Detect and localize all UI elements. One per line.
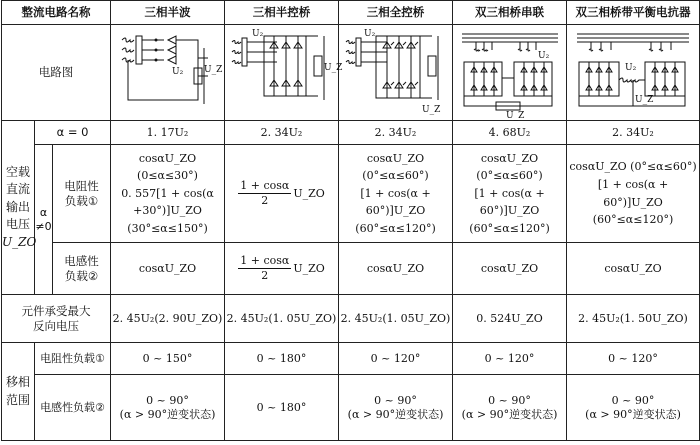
svg-text:U₂: U₂ [363, 28, 375, 39]
inductive-voltage-dual-series: cosαU_ZO [453, 243, 567, 295]
alpha-nonzero-resistive-row [2, 145, 700, 243]
phase-shift-resistive-value: 0 ~ 180° [225, 343, 339, 375]
alpha-zero-value: 2. 34U₂ [567, 121, 700, 145]
svg-text:U₂: U₂ [537, 50, 549, 61]
phase-shift-resistive-value: 0 ~ 120° [567, 343, 700, 375]
circuit-row-label: 电路图 [2, 25, 111, 121]
inductive-load-label: 电感性 负载② [53, 243, 111, 295]
resistive-voltage-half-wave: cosαU_ZO (0≤α≤30°) 0. 557[1 + cos(α +30°)]U_ZO (30°≤α≤150°) [111, 145, 225, 243]
svg-text:U_Z: U_Z [421, 104, 440, 115]
rectifier-comparison-table [1, 0, 700, 441]
phase-shift-resistive-row [2, 343, 700, 375]
col-header-1: 三相半波 [111, 1, 225, 25]
reverse-voltage-label: 元件承受最大 反向电压 [2, 295, 111, 343]
col-header-4: 双三相桥串联 [453, 1, 567, 25]
alpha-zero-label: α = 0 [35, 121, 111, 145]
alpha-zero-value: 2. 34U₂ [225, 121, 339, 145]
phase-shift-inductive-value: 0 ~ 180° [225, 375, 339, 441]
resistive-voltage-dual-reactor: cosαU_ZO (0°≤α≤60°) [1 + cos(α + 60°)]U_ZO (60°≤α≤120°) [567, 145, 700, 243]
phase-shift-label: 移相 范围 [2, 343, 35, 441]
svg-text:U₂: U₂ [625, 62, 637, 73]
alpha-zero-value: 4. 68U₂ [453, 121, 567, 145]
phase-shift-inductive-value: 0 ~ 90° (α > 90°逆变状态) [453, 375, 567, 441]
col-header-2: 三相半控桥 [225, 1, 339, 25]
inductive-voltage-half-control: $\frac{1 + \cos\alpha}{2}$ U_ZO [225, 243, 339, 295]
svg-text:U₂: U₂ [251, 28, 263, 39]
reverse-voltage-value: 2. 45U₂(1. 50U_ZO) [567, 295, 700, 343]
circuit-diagram-half-wave [111, 25, 225, 121]
full-control-bridge-circuit-icon [342, 28, 450, 118]
header-row [2, 1, 700, 25]
col-header-3: 三相全控桥 [339, 1, 453, 25]
svg-text:U₂: U₂ [171, 66, 183, 77]
circuit-diagram-dual-bridge-series [453, 25, 567, 121]
half-wave-circuit-icon [114, 28, 222, 118]
svg-text:U_Z: U_Z [203, 64, 222, 75]
half-control-bridge-circuit-icon [228, 28, 342, 118]
resistive-voltage-dual-series: cosαU_ZO (0°≤α≤60°) [1 + cos(α + 60°)]U_ZO (60°≤α≤120°) [453, 145, 567, 243]
resistive-voltage-half-control: $\frac{1 + \cos\alpha}{2}$ U_ZO [225, 145, 339, 243]
circuit-diagram-dual-bridge-reactor [567, 25, 700, 121]
phase-shift-inductive-label: 电感性负载② [35, 375, 111, 441]
phase-shift-resistive-value: 0 ~ 120° [453, 343, 567, 375]
svg-text:U_Z: U_Z [635, 94, 654, 105]
phase-shift-inductive-value: 0 ~ 90° (α > 90°逆变状态) [111, 375, 225, 441]
phase-shift-resistive-value: 0 ~ 150° [111, 343, 225, 375]
phase-shift-inductive-value: 0 ~ 90° (α > 90°逆变状态) [339, 375, 453, 441]
svg-text:U_Z: U_Z [505, 110, 524, 121]
svg-text:U_Z: U_Z [323, 62, 342, 73]
dual-bridge-series-circuit-icon [456, 28, 564, 121]
circuit-row [2, 25, 700, 121]
resistive-voltage-full-control: cosαU_ZO (0°≤α≤60°) [1 + cos(α + 60°)]U_ZO (60°≤α≤120°) [339, 145, 453, 243]
phase-shift-inductive-value: 0 ~ 90° (α > 90°逆变状态) [567, 375, 700, 441]
alpha-zero-value: 2. 34U₂ [339, 121, 453, 145]
reverse-voltage-value: 2. 45U₂(1. 05U_ZO) [339, 295, 453, 343]
alpha-nonzero-label: α ≠0 [35, 145, 53, 295]
inductive-voltage-full-control: cosαU_ZO [339, 243, 453, 295]
dual-bridge-reactor-circuit-icon [571, 28, 695, 118]
resistive-load-label: 电阻性 负载① [53, 145, 111, 243]
reverse-voltage-value: 2. 45U₂(2. 90U_ZO) [111, 295, 225, 343]
reverse-voltage-row [2, 295, 700, 343]
inductive-voltage-half-wave: cosαU_ZO [111, 243, 225, 295]
alpha-zero-row [2, 121, 700, 145]
inductive-voltage-dual-reactor: cosαU_ZO [567, 243, 700, 295]
alpha-nonzero-inductive-row [2, 243, 700, 295]
circuit-diagram-full-control-bridge [339, 25, 453, 121]
phase-shift-resistive-value: 0 ~ 120° [339, 343, 453, 375]
col-header-5: 双三相桥带平衡电抗器 [567, 1, 700, 25]
phase-shift-inductive-row [2, 375, 700, 441]
alpha-zero-value: 1. 17U₂ [111, 121, 225, 145]
no-load-voltage-label: 空载 直流 输出 电压 U_ZO [2, 121, 35, 295]
reverse-voltage-value: 2. 45U₂(1. 05U_ZO) [225, 295, 339, 343]
phase-shift-resistive-label: 电阻性负载① [35, 343, 111, 375]
corner-header: 整流电路名称 [2, 1, 111, 25]
reverse-voltage-value: 0. 524U_ZO [453, 295, 567, 343]
circuit-diagram-half-control-bridge [225, 25, 342, 121]
